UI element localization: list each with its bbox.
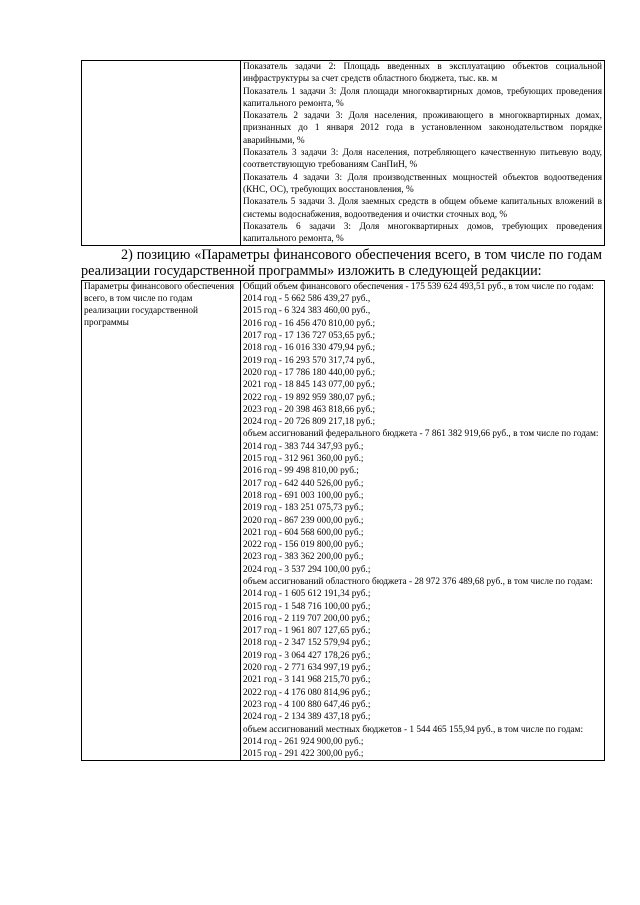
financing-line: 2018 год - 16 016 330 479,94 руб.; — [243, 343, 376, 354]
financing-line: 2014 год - 383 744 347,93 руб.; — [243, 441, 364, 452]
financing-line: 2017 год - 1 961 807 127,65 руб.; — [243, 626, 371, 637]
financing-line: 2019 год - 183 251 075,73 руб.; — [243, 503, 364, 514]
financing-line: 2017 год - 642 440 526,00 руб.; — [243, 478, 364, 489]
financing-line: 2016 год - 2 119 707 200,00 руб.; — [243, 613, 371, 624]
financing-line: 2014 год - 1 605 612 191,34 руб.; — [243, 589, 371, 600]
indicator-item: Показатель 1 задачи 3: Доля площади многоквартирных домов, требующих проведения капитального ремонта, % — [243, 86, 602, 109]
financing-line: 2023 год - 4 100 880 647,46 руб.; — [243, 699, 371, 710]
financing-line: 2016 год - 16 456 470 810,00 руб.; — [243, 318, 376, 329]
financing-line: 2024 год - 20 726 809 217,18 руб.; — [243, 417, 376, 428]
financing-line: 2019 год - 3 064 427 178,26 руб.; — [243, 650, 371, 661]
table-row — [82, 61, 605, 246]
table-row — [82, 280, 605, 761]
indicator-item: Показатель 5 задачи 3. Доля заемных средств в общем объеме капитальных вложений в системы водоснабжения, водоотведения и очистки сточных вод, % — [243, 197, 602, 220]
document-page — [81, 60, 602, 761]
indicator-item: Показатель задачи 2: Площадь введенных в эксплуатацию объектов социальной инфраструктуры за счет средств областного бюджета, тыс. кв. м — [243, 62, 602, 85]
financing-line: 2016 год - 99 498 810,00 руб.; — [243, 466, 359, 477]
financing-line: Общий объем финансового обеспечения - 175 539 624 493,51 руб., в том числе по годам: — [243, 281, 594, 292]
financing-line: 2020 год - 17 786 180 440,00 руб.; — [243, 367, 376, 378]
financing-line: 2020 год - 2 771 634 997,19 руб.; — [243, 663, 371, 674]
financing-line: 2015 год - 6 324 383 460,00 руб., — [243, 306, 371, 317]
financing-line: 2022 год - 156 019 800,00 руб.; — [243, 540, 364, 551]
financing-parameters-label: Параметры финансового обеспечения всего, в том числе по годам реализации государственной программы — [82, 280, 241, 761]
financing-line: 2015 год - 291 422 300,00 руб.; — [243, 749, 364, 760]
financing-line: объем ассигнований федерального бюджета - 7 861 382 919,66 руб., в том числе по годам: — [243, 429, 599, 440]
amendment-paragraph: 2) позицию «Параметры финансового обеспечения всего, в том числе по годам реализации государственной программы» изложить в следующей редакции: — [81, 247, 602, 279]
financing-line: 2018 год - 691 003 100,00 руб.; — [243, 490, 364, 501]
financing-line: 2024 год - 2 134 389 437,18 руб.; — [243, 712, 371, 723]
financing-line: 2022 год - 19 892 959 380,07 руб.; — [243, 392, 376, 403]
indicator-item: Показатель 3 задачи 3: Доля населения, потребляющего качественную питьевую воду, соответствующую требованиям СанПиН, % — [243, 148, 602, 171]
financing-line: 2018 год - 2 347 152 579,94 руб.; — [243, 638, 371, 649]
financing-line: 2021 год - 604 568 600,00 руб.; — [243, 527, 364, 538]
financing-line: 2021 год - 18 845 143 077,00 руб.; — [243, 380, 376, 391]
indicator-item: Показатель 2 задачи 3: Доля населения, проживающего в многоквартирных домах, признанных до 1 января 2012 года в установленном законодательством порядке аварийными, % — [243, 111, 602, 146]
indicators-table — [81, 60, 605, 246]
financing-line: 2024 год - 3 537 294 100,00 руб.; — [243, 564, 371, 575]
financing-line: 2022 год - 4 176 080 814,96 руб.; — [243, 687, 371, 698]
indicator-item: Показатель 6 задачи 3: Доля многоквартирных домов, требующих проведения капитального ремонта, % — [243, 221, 602, 245]
financing-line: объем ассигнований местных бюджетов - 1 544 465 155,94 руб., в том числе по годам: — [243, 724, 584, 735]
financing-line: 2017 год - 17 136 727 053,65 руб.; — [243, 331, 376, 342]
financing-line: 2023 год - 383 362 200,00 руб.; — [243, 552, 364, 563]
financing-line: 2020 год - 867 239 000,00 руб.; — [243, 515, 364, 526]
indicator-item: Показатель 4 задачи 3: Доля производственных мощностей объектов водоотведения (КНС, ОС), требующих восстановления, % — [243, 172, 602, 195]
indicators-list-cell — [241, 61, 605, 246]
financing-line: 2019 год - 16 293 570 317,74 руб., — [243, 355, 375, 366]
financing-details-cell — [241, 280, 605, 761]
financing-table — [81, 280, 605, 762]
financing-line: объем ассигнований областного бюджета - 28 972 376 489,68 руб., в том числе по годам: — [243, 576, 593, 587]
financing-line: 2014 год - 5 662 586 439,27 руб., — [243, 294, 371, 305]
financing-line: 2014 год - 261 924 900,00 руб.; — [243, 736, 364, 747]
financing-line: 2023 год - 20 398 463 818,66 руб.; — [243, 404, 376, 415]
financing-line: 2015 год - 1 548 716 100,00 руб.; — [243, 601, 371, 612]
financing-line: 2015 год - 312 961 360,00 руб.; — [243, 454, 364, 465]
financing-line: 2021 год - 3 141 968 215,70 руб.; — [243, 675, 371, 686]
indicators-left-cell — [82, 61, 241, 246]
